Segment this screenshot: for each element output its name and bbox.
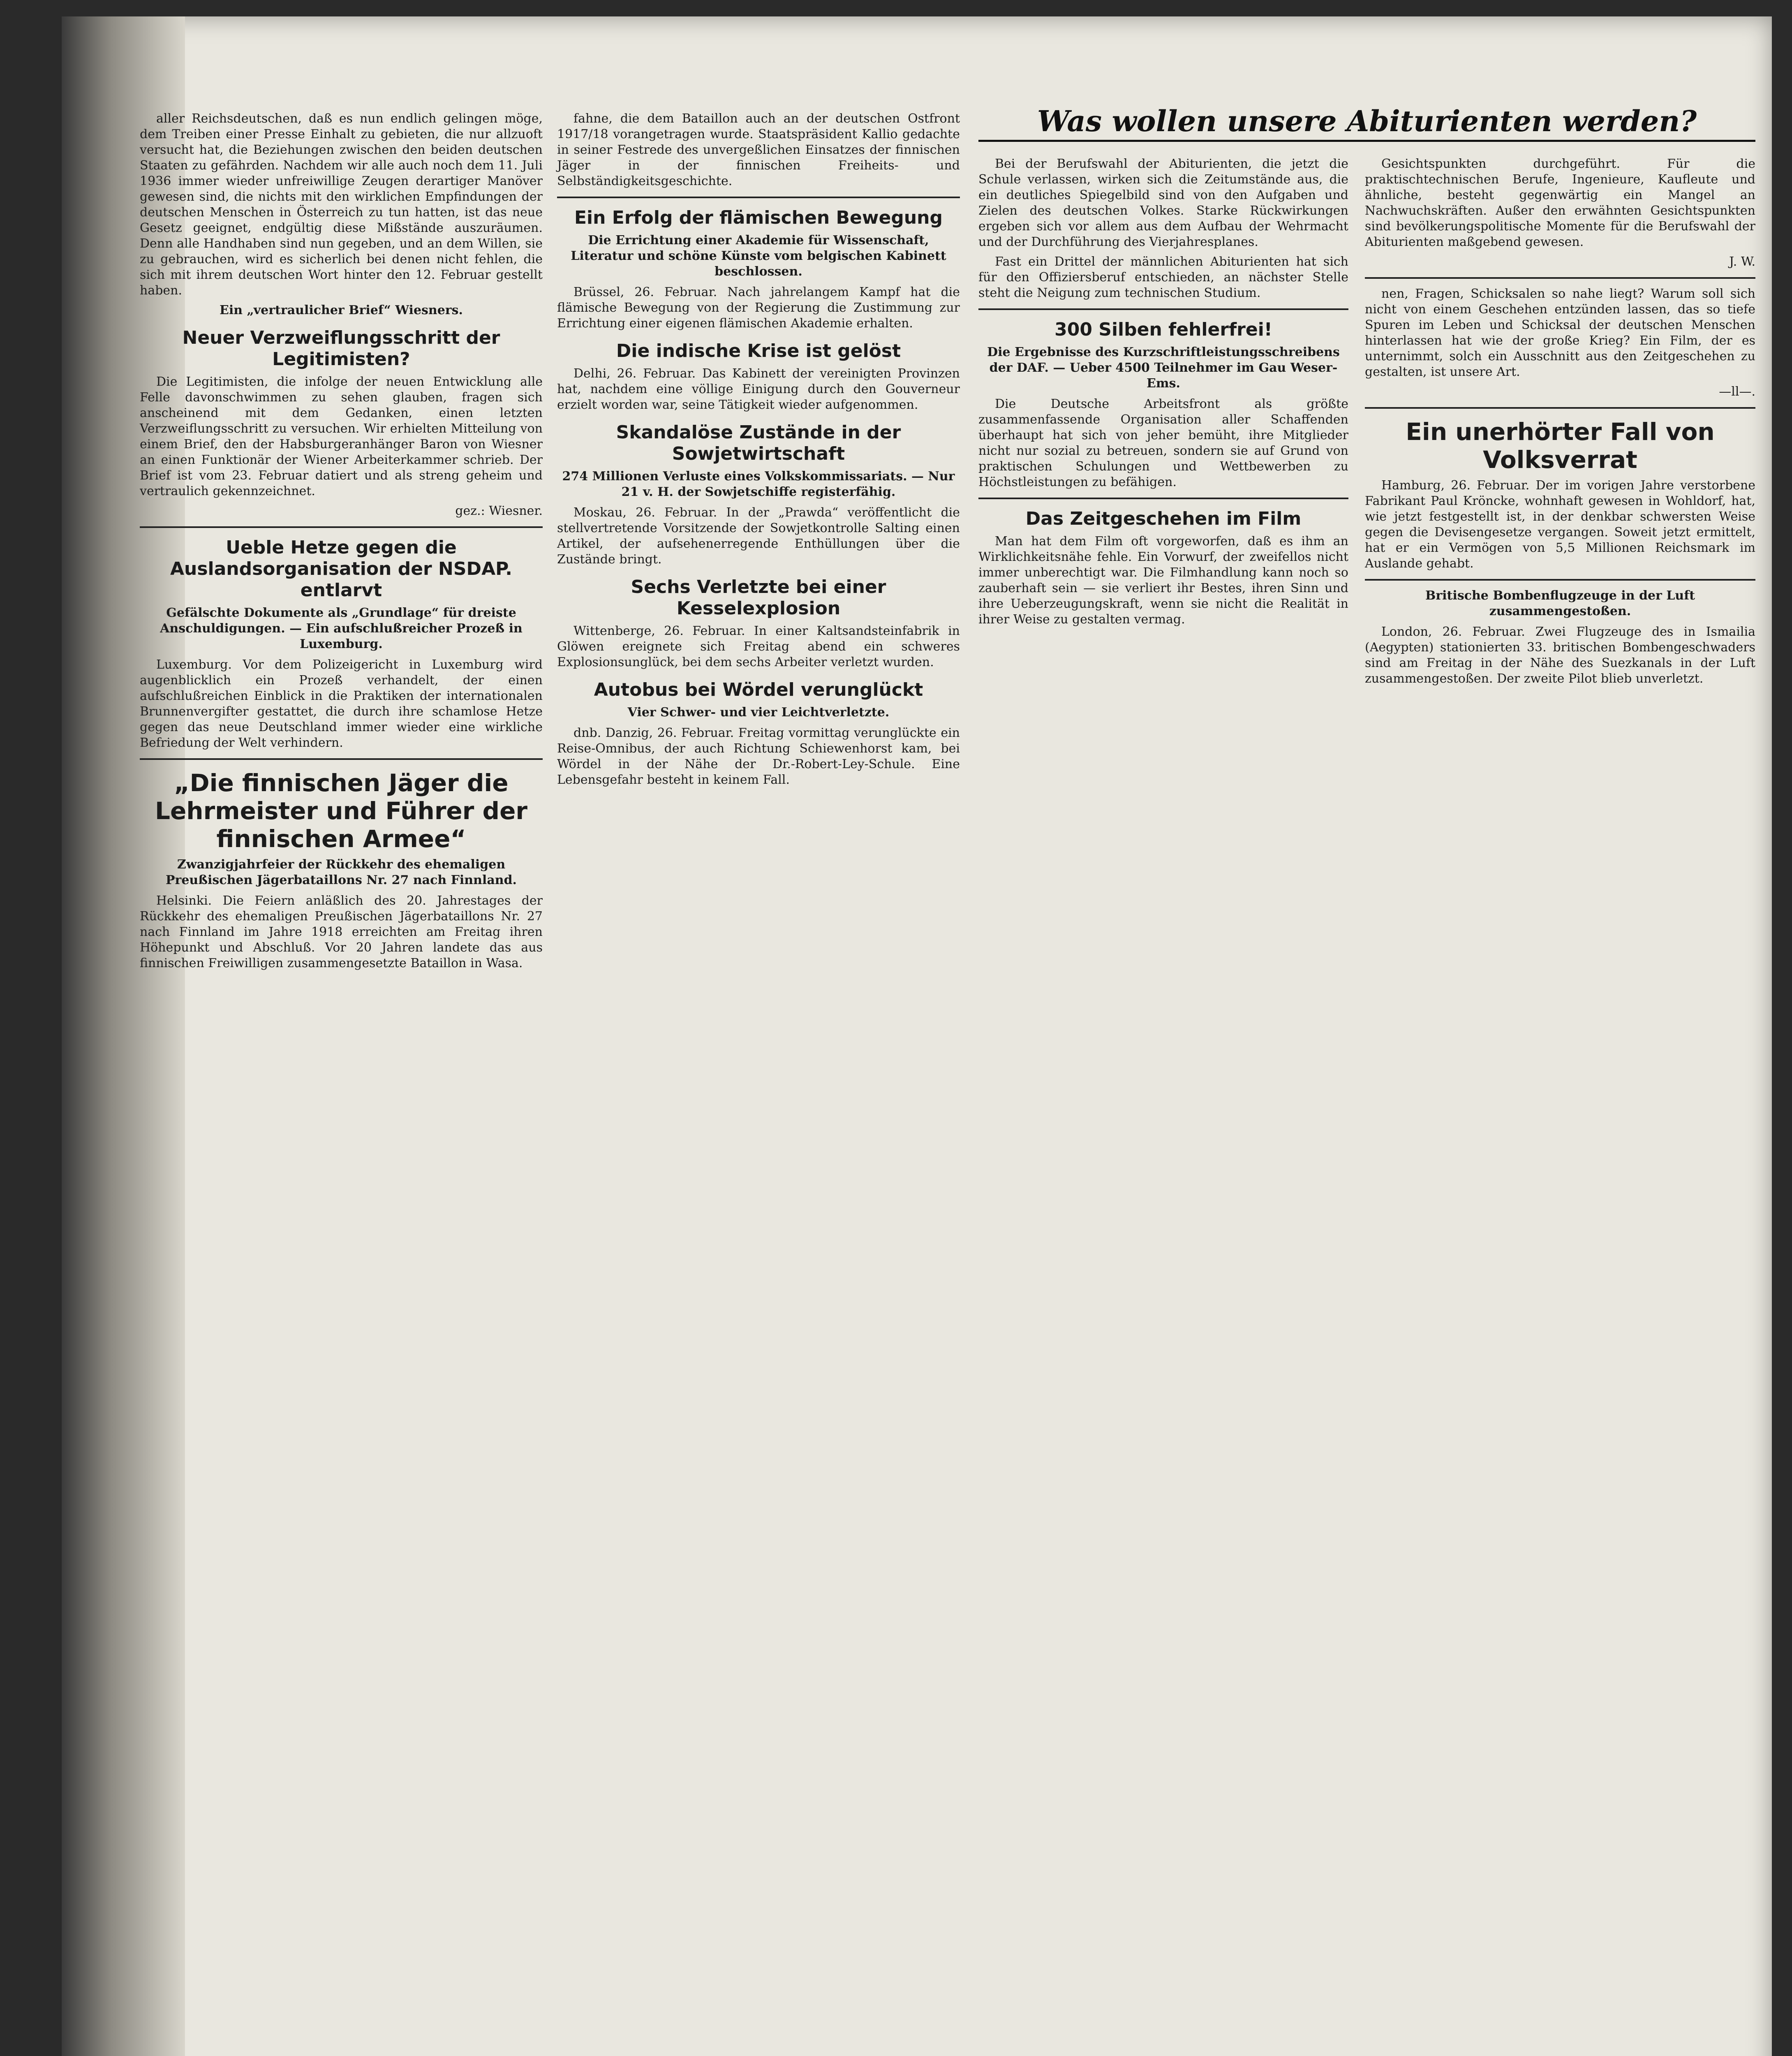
article-text: Moskau, 26. Februar. In der „Prawda“ veröffentlicht die stellvertretende Vorsitzende der Sowjetkontrolle Salting einen Artikel, der aufsehenerregende Enthüllungen über die Zustände bringt. xyxy=(557,505,960,567)
article-text: fahne, die dem Bataillon auch an der deutschen Ostfront 1917/18 vorangetragen wurde. Staatspräsident Kallio gedachte in seiner Festrede des unvergeßlichen Einsatzes der finnischen Jäger in der finnischen Freiheits- und Selbständigkeitsgeschichte. xyxy=(557,111,960,188)
signature: gez.: Wiesner. xyxy=(455,504,543,518)
subheadline: 274 Millionen Verluste eines Volkskommissariats. — Nur 21 v. H. der Sowjetschiffe registerfähig. xyxy=(562,469,955,499)
article-text: Man hat dem Film oft vorgeworfen, daß es ihm an Wirklichkeitsnähe fehle. Ein Vorwurf, der zweifellos nicht immer unberechtigt war. Die Filmhandlung kann noch so zauberhaft sein — sie verliert ihr Bestes, ihren Sinn und ihre Ueberzeugungskraft, wenn sie nicht die Realität in ihrer Weise zu gestalten vermag. xyxy=(978,534,1348,627)
divider xyxy=(1365,407,1755,409)
headline: Die indische Krise ist gelöst xyxy=(616,340,901,361)
article-text: Luxemburg. Vor dem Polizeigericht in Luxemburg wird augenblicklich ein Prozeß verhandelt, der einen aufschlußreichen Einblick in die Praktiken der internationalen Brunnenvergifter gestattet, die durch ihre schamlose Hetze gegen das neue Deutschland immer wieder eine wirkliche Befriedung der Welt verhindern. xyxy=(140,658,543,750)
column-3 xyxy=(978,156,1348,632)
subheadline: Gefälschte Dokumente als „Grundlage“ für dreiste Anschuldigungen. — Ein aufschlußreicher Prozeß in Luxemburg. xyxy=(160,606,523,651)
divider xyxy=(978,498,1348,499)
subheadline: Vier Schwer- und vier Leichtverletzte. xyxy=(627,705,890,720)
article-text: Brüssel, 26. Februar. Nach jahrelangem Kampf hat die flämische Bewegung von der Regierung die Zustimmung zur Errichtung einer eigenen flämischen Akademie erhalten. xyxy=(557,285,960,331)
headline: Ein unerhörter Fall von Volksverrat xyxy=(1406,418,1715,474)
column-4 xyxy=(1365,156,1755,691)
column-2 xyxy=(557,111,960,792)
subheadline: Die Errichtung einer Akademie für Wissenschaft, Literatur und schöne Künste vom belgischen Kabinett beschlossen. xyxy=(571,233,946,279)
headline: Sechs Verletzte bei einer Kesselexplosion xyxy=(631,577,886,619)
article-text: Die Legitimisten, die infolge der neuen Entwicklung alle Felle davonschwimmen zu sehen glauben, fragen sich anscheinend mit dem Gedanken, einen letzten Verzweiflungsschritt zu versuchen. Wir erhielten Mitteilung von einem Brief, den der Habsburgeranhänger Baron von Wiesner an einen Funktionär der Wiener Arbeiterkammer schrieb. Der Brief ist vom 23. Februar datiert und als streng geheim und vertraulich gekennzeichnet. xyxy=(140,375,543,498)
signature: —ll—. xyxy=(1719,384,1755,399)
headline: Ueble Hetze gegen die Auslandsorganisation der NSDAP. entlarvt xyxy=(170,537,513,601)
article-text: Delhi, 26. Februar. Das Kabinett der vereinigten Provinzen hat, nachdem eine völlige Einigung durch den Gouverneur erzielt worden war, seine Tätigkeit wieder aufgenommen. xyxy=(557,366,960,412)
headline: Skandalöse Zustände in der Sowjetwirtschaft xyxy=(616,422,901,464)
article-text: Hamburg, 26. Februar. Der im vorigen Jahre verstorbene Fabrikant Paul Kröncke, wohnhaft gewesen in Wohldorf, hat, wie jetzt festgestellt ist, in der denkbar schwersten Weise gegen die Devisengesetze vergangen. Soweit jetzt ermittelt, hat er ein Vermögen von 5,5 Millionen Reichsmark im Auslande gehabt. xyxy=(1365,478,1755,571)
article-text: Die Deutsche Arbeitsfront als größte zusammenfassende Organisation aller Schaffenden überhaupt hat sich von jeher bemüht, ihre Mitglieder nicht nur sozial zu betreuen, sondern sie auf Grund von praktischen Schulungen und Wettbewerben zu Höchstleistungen zu befähigen. xyxy=(978,397,1348,489)
headline: Neuer Verzweiflungsschritt der Legitimisten? xyxy=(182,327,500,370)
headline: 300 Silben fehlerfrei! xyxy=(1054,319,1272,340)
divider xyxy=(557,197,960,198)
headline: Britische Bombenflugzeuge in der Luft zusammengestoßen. xyxy=(1425,588,1695,618)
article-text: London, 26. Februar. Zwei Flugzeuge des in Ismailia (Aegypten) stationierten 33. britischen Bombengeschwaders sind am Freitag in der Nähe des Suezkanals in der Luft zusammengestoßen. Der zweite Pilot blieb unverletzt. xyxy=(1365,625,1755,686)
article-text: nen, Fragen, Schicksalen so nahe liegt? Warum soll sich nicht von einem Geschehen entzünden lassen, das so tiefe Spuren im Leben und Schicksal der deutschen Menschen hinterlassen hat wie der große Krieg? Ein Film, der es unternimmt, solch ein Ausschnitt aus den Zeitgeschehen zu gestalten, ist unsere Art. xyxy=(1365,287,1755,379)
divider xyxy=(1365,277,1755,279)
article-text: Wittenberge, 26. Februar. In einer Kaltsandsteinfabrik in Glöwen ereignete sich Freitag abend ein schweres Explosionsunglück, bei dem sechs Arbeiter verletzt wurden. xyxy=(557,624,960,669)
signature: J. W. xyxy=(1729,255,1755,269)
article-text: Bei der Berufswahl der Abiturienten, die jetzt die Schule verlassen, wirken sich die Zeitumstände aus, die ein deutliches Spiegelbild sind von den Aufgaben und Zielen des deutschen Volkes. Starke Rückwirkungen ergeben sich vor allem aus dem Aufbau der Wehrmacht und der Durchführung des Vierjahresplanes. xyxy=(978,157,1348,249)
article-text: Helsinki. Die Feiern anläßlich des 20. Jahrestages der Rückkehr des ehemaligen Preußischen Jägerbataillons Nr. 27 nach Finnland im Jahre 1918 erreichten am Freitag ihren Höhepunkt und Abschluß. Vor 20 Jahren landete das aus finnischen Freiwilligen zusammengesetzte Bataillon in Wasa. xyxy=(140,894,543,970)
column-1 xyxy=(140,111,543,975)
subheadline: Zwanzigjahrfeier der Rückkehr des ehemaligen Preußischen Jägerbataillons Nr. 27 nach Finnland. xyxy=(165,857,517,887)
headline: „Die finnischen Jäger die Lehrmeister und Führer der finnischen Armee“ xyxy=(155,769,528,853)
article-text: dnb. Danzig, 26. Februar. Freitag vormittag verunglückte ein Reise-Omnibus, der auch Richtung Schiewenhorst kam, bei Wördel in der Nähe der Dr.-Robert-Ley-Schule. Eine Lebensgefahr besteht in keinem Fall. xyxy=(557,726,960,787)
divider xyxy=(140,758,543,760)
subheadline: Die Ergebnisse des Kurzschriftleistungsschreibens der DAF. — Ueber 4500 Teilnehmer im Gau Weser-Ems. xyxy=(987,345,1340,391)
banner-headline: Was wollen unsere Abiturienten werden? xyxy=(978,103,1755,142)
headline: Das Zeitgeschehen im Film xyxy=(1025,508,1302,529)
article-text: Gesichtspunkten durchgeführt. Für die praktischtechnischen Berufe, Ingenieure, Kaufleute und ähnliche, besteht gegenwärtig ein Mangel an Nachwuchskräften. Außer den erwähnten Gesichtspunkten sind bevölkerungspolitische Momente für die Berufswahl der Abiturienten maßgebend gewesen. xyxy=(1365,157,1755,249)
divider xyxy=(978,308,1348,310)
article-text: Fast ein Drittel der männlichen Abiturienten hat sich für den Offiziersberuf entschieden, an nächster Stelle steht die Neigung zum technischen Studium. xyxy=(978,255,1348,300)
divider xyxy=(140,526,543,528)
article-text: aller Reichsdeutschen, daß es nun endlich gelingen möge, dem Treiben einer Presse Einhalt zu gebieten, die nur allzuoft versucht hat, die Beziehungen zwischen den beiden deutschen Staaten zu gefährden. Nachdem wir alle auch noch dem 11. Juli 1936 immer wieder unfreiwillige Zeugen derartiger Manöver gewesen sind, die nichts mit den wirklichen Empfindungen der deutschen Menschen in Österreich zu tun hatten, ist das neue Gesetz geeignet, endgültig diese Mißstände auszuräumen. Denn alle Handhaben sind nun gegeben, und an dem Willen, sie zu gebrauchen, wird es sicherlich bei denen nicht fehlen, die sich mit ihrem deutschen Wort hinter den 12. Februar gestellt haben. xyxy=(140,111,543,298)
headline: Autobus bei Wördel verunglückt xyxy=(594,679,923,700)
headline: Ein Erfolg der flämischen Bewegung xyxy=(574,207,943,228)
divider xyxy=(1365,579,1755,581)
kicker: Ein „vertraulicher Brief“ Wiesners. xyxy=(220,303,463,317)
